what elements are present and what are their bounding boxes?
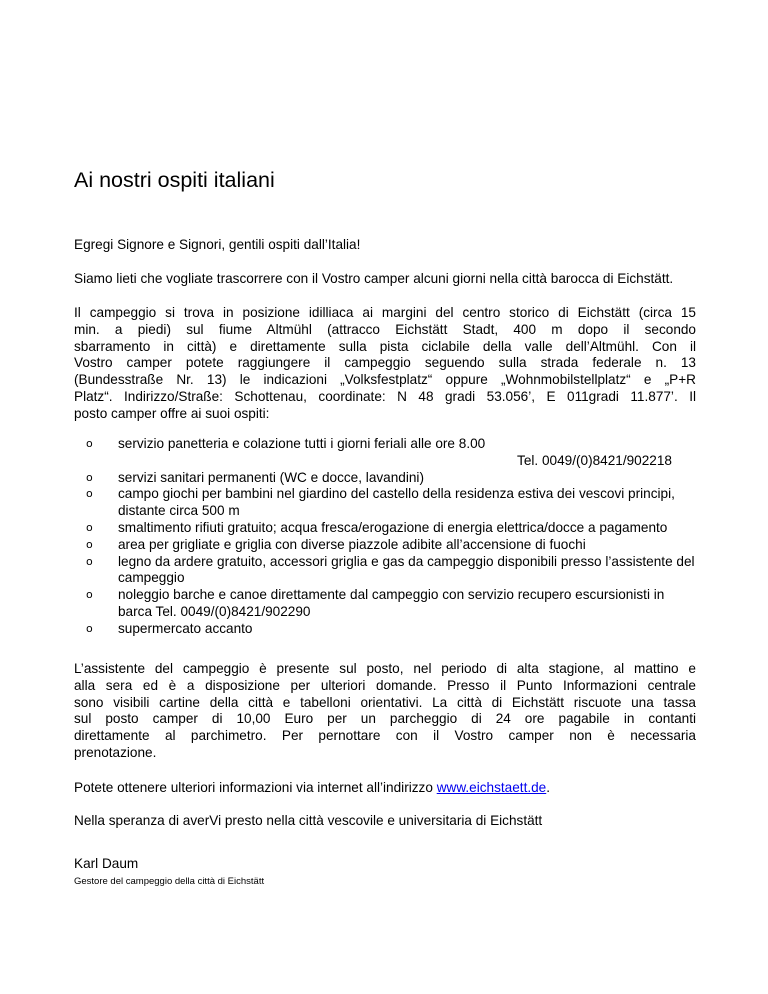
paragraph-line: sul posto camper di 10,00 Euro per un parcheggio di 24 ore pagabile in contanti	[74, 711, 696, 727]
page-title: Ai nostri ospiti italiani	[74, 168, 275, 192]
list-item	[74, 520, 696, 537]
paragraph-line: Vostro camper potete raggiungere il campeggio seguendo sulla strada federale n. 13	[74, 355, 696, 371]
list-item	[74, 587, 696, 621]
paragraph-line: (Bundesstraße Nr. 13) le indicazioni „Volksfestplatz“ oppure „Wohnmobilstellplatz“ e „P+R	[74, 372, 696, 388]
paragraph-line: Platz“. Indirizzo/Straße: Schottenau, coordinate: N 48 gradi 53.056’, E 011gradi 11.877’. Il	[74, 388, 696, 404]
bullet-icon: o	[86, 588, 93, 602]
paragraph-line: direttamente al parchimetro. Per pernottare con il Vostro camper non è necessaria	[74, 728, 696, 744]
list-item	[74, 470, 696, 487]
list-item	[74, 486, 696, 520]
paragraph-line: alla sera ed è a disposizione per ulteriori domande. Presso il Punto Informazioni centrale	[74, 677, 696, 693]
list-item	[74, 621, 696, 638]
intro-paragraph: Siamo lieti che vogliate trascorrere con il Vostro camper alcuni giorni nella città barocca di Eichstätt.	[74, 271, 674, 286]
bullet-icon: o	[86, 537, 93, 551]
bullet-icon: o	[86, 520, 93, 534]
paragraph-line: min. a piedi) sul fiume Altmühl (attracco Eichstätt Stadt, 400 m dopo il secondo	[74, 321, 696, 337]
list-item-text: legno da ardere gratuito, accessori griglia e gas da campeggio disponibili presso l’assistente del campeggio	[118, 553, 695, 586]
website-link[interactable]: www.eichstaett.de	[436, 780, 547, 795]
signature-name: Karl Daum	[74, 856, 139, 871]
list-item	[74, 436, 696, 470]
list-item-text: servizi sanitari permanenti (WC e docce, lavandini)	[118, 469, 424, 485]
bullet-icon: o	[86, 470, 93, 484]
bullet-icon: o	[86, 487, 93, 501]
paragraph-line: sbarramento in città) e direttamente sulla pista ciclabile della valle dell’Altmühl. Con il	[74, 338, 696, 354]
bullet-icon: o	[86, 437, 93, 450]
list-item	[74, 537, 696, 554]
location-paragraph	[74, 305, 696, 423]
assistant-paragraph	[74, 661, 696, 762]
list-item-text: campo giochi per bambini nel giardino del castello della residenza estiva dei vescovi principi, distante circa 500 m	[118, 486, 675, 519]
info-text-end: .	[546, 780, 551, 795]
greeting: Egregi Signore e Signori, gentili ospiti dall’Italia!	[74, 237, 361, 252]
phone-number: Tel. 0049/(0)8421/902218	[517, 452, 672, 468]
paragraph-line: prenotazione.	[74, 744, 157, 760]
list-item-text: area per grigliate e griglia con diverse piazzole adibite all’accensione di fuochi	[118, 536, 586, 552]
paragraph-line: L’assistente del campeggio è presente sul posto, nel periodo di alta stagione, al mattino e	[74, 661, 696, 676]
bullet-icon: o	[86, 554, 93, 568]
info-paragraph	[74, 780, 696, 797]
closing-paragraph: Nella speranza di averVi presto nella città vescovile e universitaria di Eichstätt	[74, 813, 543, 828]
paragraph-line: sono visibili cartine della città e tabelloni orientativi. La città di Eichstätt riscuote una tassa	[74, 694, 696, 710]
list-item-text: smaltimento rifiuti gratuito; acqua fresca/erogazione di energia elettrica/docce a pagamento	[118, 519, 668, 535]
list-item-text: supermercato accanto	[118, 620, 253, 636]
paragraph-line: posto camper offre ai suoi ospiti:	[74, 405, 270, 421]
signature-role: Gestore del campeggio della città di Eichstätt	[74, 876, 265, 887]
list-item-text: servizio panetteria e colazione tutti i giorni feriali alle ore 8.00	[118, 436, 486, 451]
paragraph-line: Il campeggio si trova in posizione idilliaca ai margini del centro storico di Eichstätt (circa 15	[74, 305, 696, 320]
bullet-icon: o	[86, 621, 93, 635]
list-item-text: noleggio barche e canoe direttamente dal campeggio con servizio recupero escursionisti in barca Tel. 0049/(0)8421/902290	[118, 587, 665, 619]
info-text: Potete ottenere ulteriori informazioni via internet all’indirizzo	[74, 780, 437, 795]
services-list	[74, 436, 696, 638]
list-item	[74, 554, 696, 588]
